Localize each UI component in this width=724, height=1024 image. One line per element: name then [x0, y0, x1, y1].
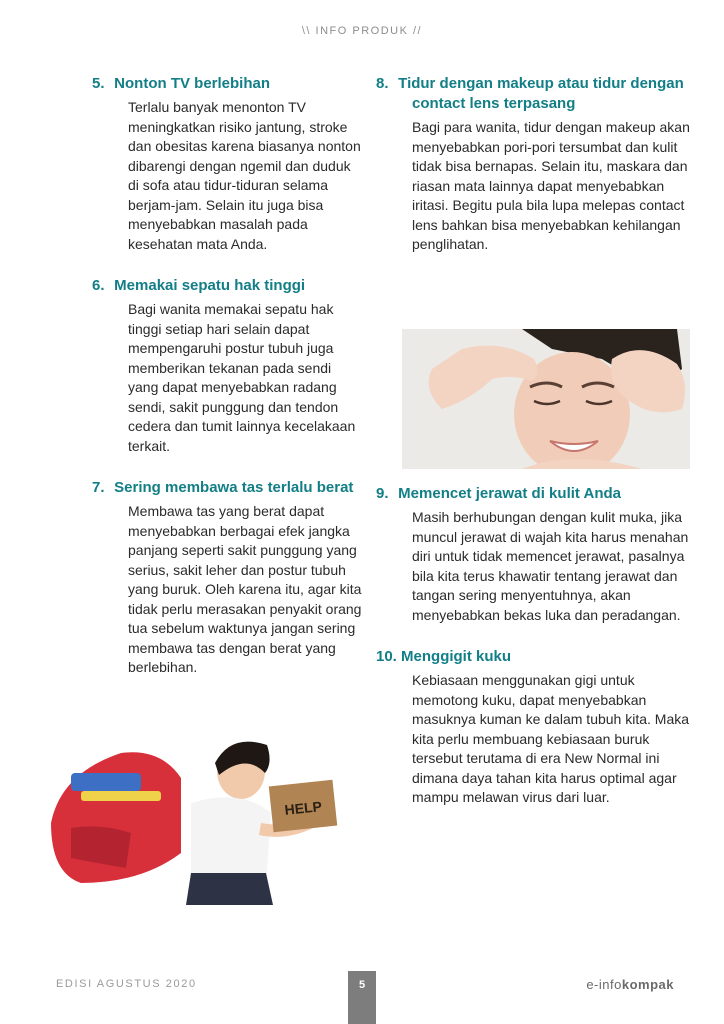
item-title: Memakai sepatu hak tinggi	[114, 277, 306, 294]
item-heading: 9. Memencet jerawat di kulit Anda	[376, 485, 622, 502]
item-body: Bagi wanita memakai sepatu hak tinggi setiap hari selain dapat mempengaruhi postur tubuh juga memberikan tekanan pada sendi yang dapat menyebabkan radang sendi, sakit punggung dan tendon cedera dan tumit lainnya kecelakaan terkait.	[128, 301, 356, 454]
item-body: Kebiasaan menggunakan gigi untuk memotong kuku, dapat menyebabkan masuknya kuman ke dalam tubuh kita. Maka kita perlu membuang kebiasaan buruk tersebut terutama di era New Normal ini dimana daya tahan kita harus optimal agar mampu melawan virus dari luar.	[412, 672, 690, 805]
item-heading: 7. Sering membawa tas terlalu berat	[92, 479, 354, 496]
item-body: Membawa tas yang berat dapat menyebabkan berbagai efek jangka panjang seperti sakit punggung yang serius, sakit leher dan postur tubuh yang buruk. Oleh karena itu, agar kita tidak perlu merasakan penyakit orang tua sebelum waktunya jangan sering membawa tas dengan berat yang berlebihan.	[128, 503, 362, 675]
acne-photo	[402, 329, 690, 469]
edition-label: EDISI AGUSTUS 2020	[56, 978, 197, 990]
item-body: Masih berhubungan dengan kulit muka, jika muncul jerawat di wajah kita harus menahan diri untuk tidak memencet jerawat, pasalnya bila kita terus khawatir tentang jerawat dan tangan sering menyentuhnya, akan menyebabkan bekas luka dan peradangan.	[412, 509, 689, 623]
item-title: Menggigit kuku	[401, 648, 512, 665]
item-heading	[376, 647, 694, 667]
brand-logo	[586, 977, 674, 992]
list-item	[92, 478, 365, 678]
item-title: Sering membawa tas terlalu berat	[114, 479, 354, 496]
item-heading: 8. Tidur dengan makeup atau tidur dengan contact lens terpasang	[376, 75, 684, 112]
section-header: \\ INFO PRODUK //	[301, 25, 423, 37]
item-number: 10.	[376, 648, 397, 665]
item-heading: 6. Memakai sepatu hak tinggi	[92, 277, 306, 294]
right-column	[376, 74, 694, 277]
item-body: Bagi para wanita, tidur dengan makeup akan menyebabkan pori-pori tersumbat dan kulit tidak bisa bernapas. Selain itu, maskara dan riasan mata lainnya dapat menyebabkan iritasi. Begitu pula bila lupa melepas contact lens bahkan bisa menyebabkan kehilangan penglihatan.	[412, 119, 690, 252]
list-item	[92, 74, 365, 254]
brand-bold: kompak	[621, 977, 674, 992]
right-column-lower	[376, 484, 694, 830]
item-title: Nonton TV berlebihan	[114, 75, 271, 92]
brand-prefix: e-info	[586, 977, 622, 992]
item-title: Tidur dengan makeup atau tidur dengan contact lens terpasang	[398, 75, 684, 112]
left-column	[92, 74, 365, 700]
acne-photo-illustration	[402, 329, 690, 469]
page-number: 5	[348, 971, 376, 1024]
list-item	[92, 276, 365, 456]
help-sign-text: HELP	[283, 798, 323, 818]
backpack-photo-illustration	[41, 733, 345, 905]
list-item	[376, 74, 694, 255]
item-title: Memencet jerawat di kulit Anda	[398, 485, 622, 502]
item-heading: 5. Nonton TV berlebihan	[92, 75, 271, 92]
item-body: Terlalu banyak menonton TV meningkatkan risiko jantung, stroke dan obesitas karena biasanya nonton dibarengi dengan ngemil dan duduk di sofa atau tidur-tiduran selama berjam-jam. Selain itu juga bisa menyebabkan masalah pada kesehatan mata Anda.	[128, 99, 361, 252]
backpack-photo	[41, 733, 345, 905]
list-item	[376, 484, 694, 625]
list-item	[376, 647, 694, 808]
